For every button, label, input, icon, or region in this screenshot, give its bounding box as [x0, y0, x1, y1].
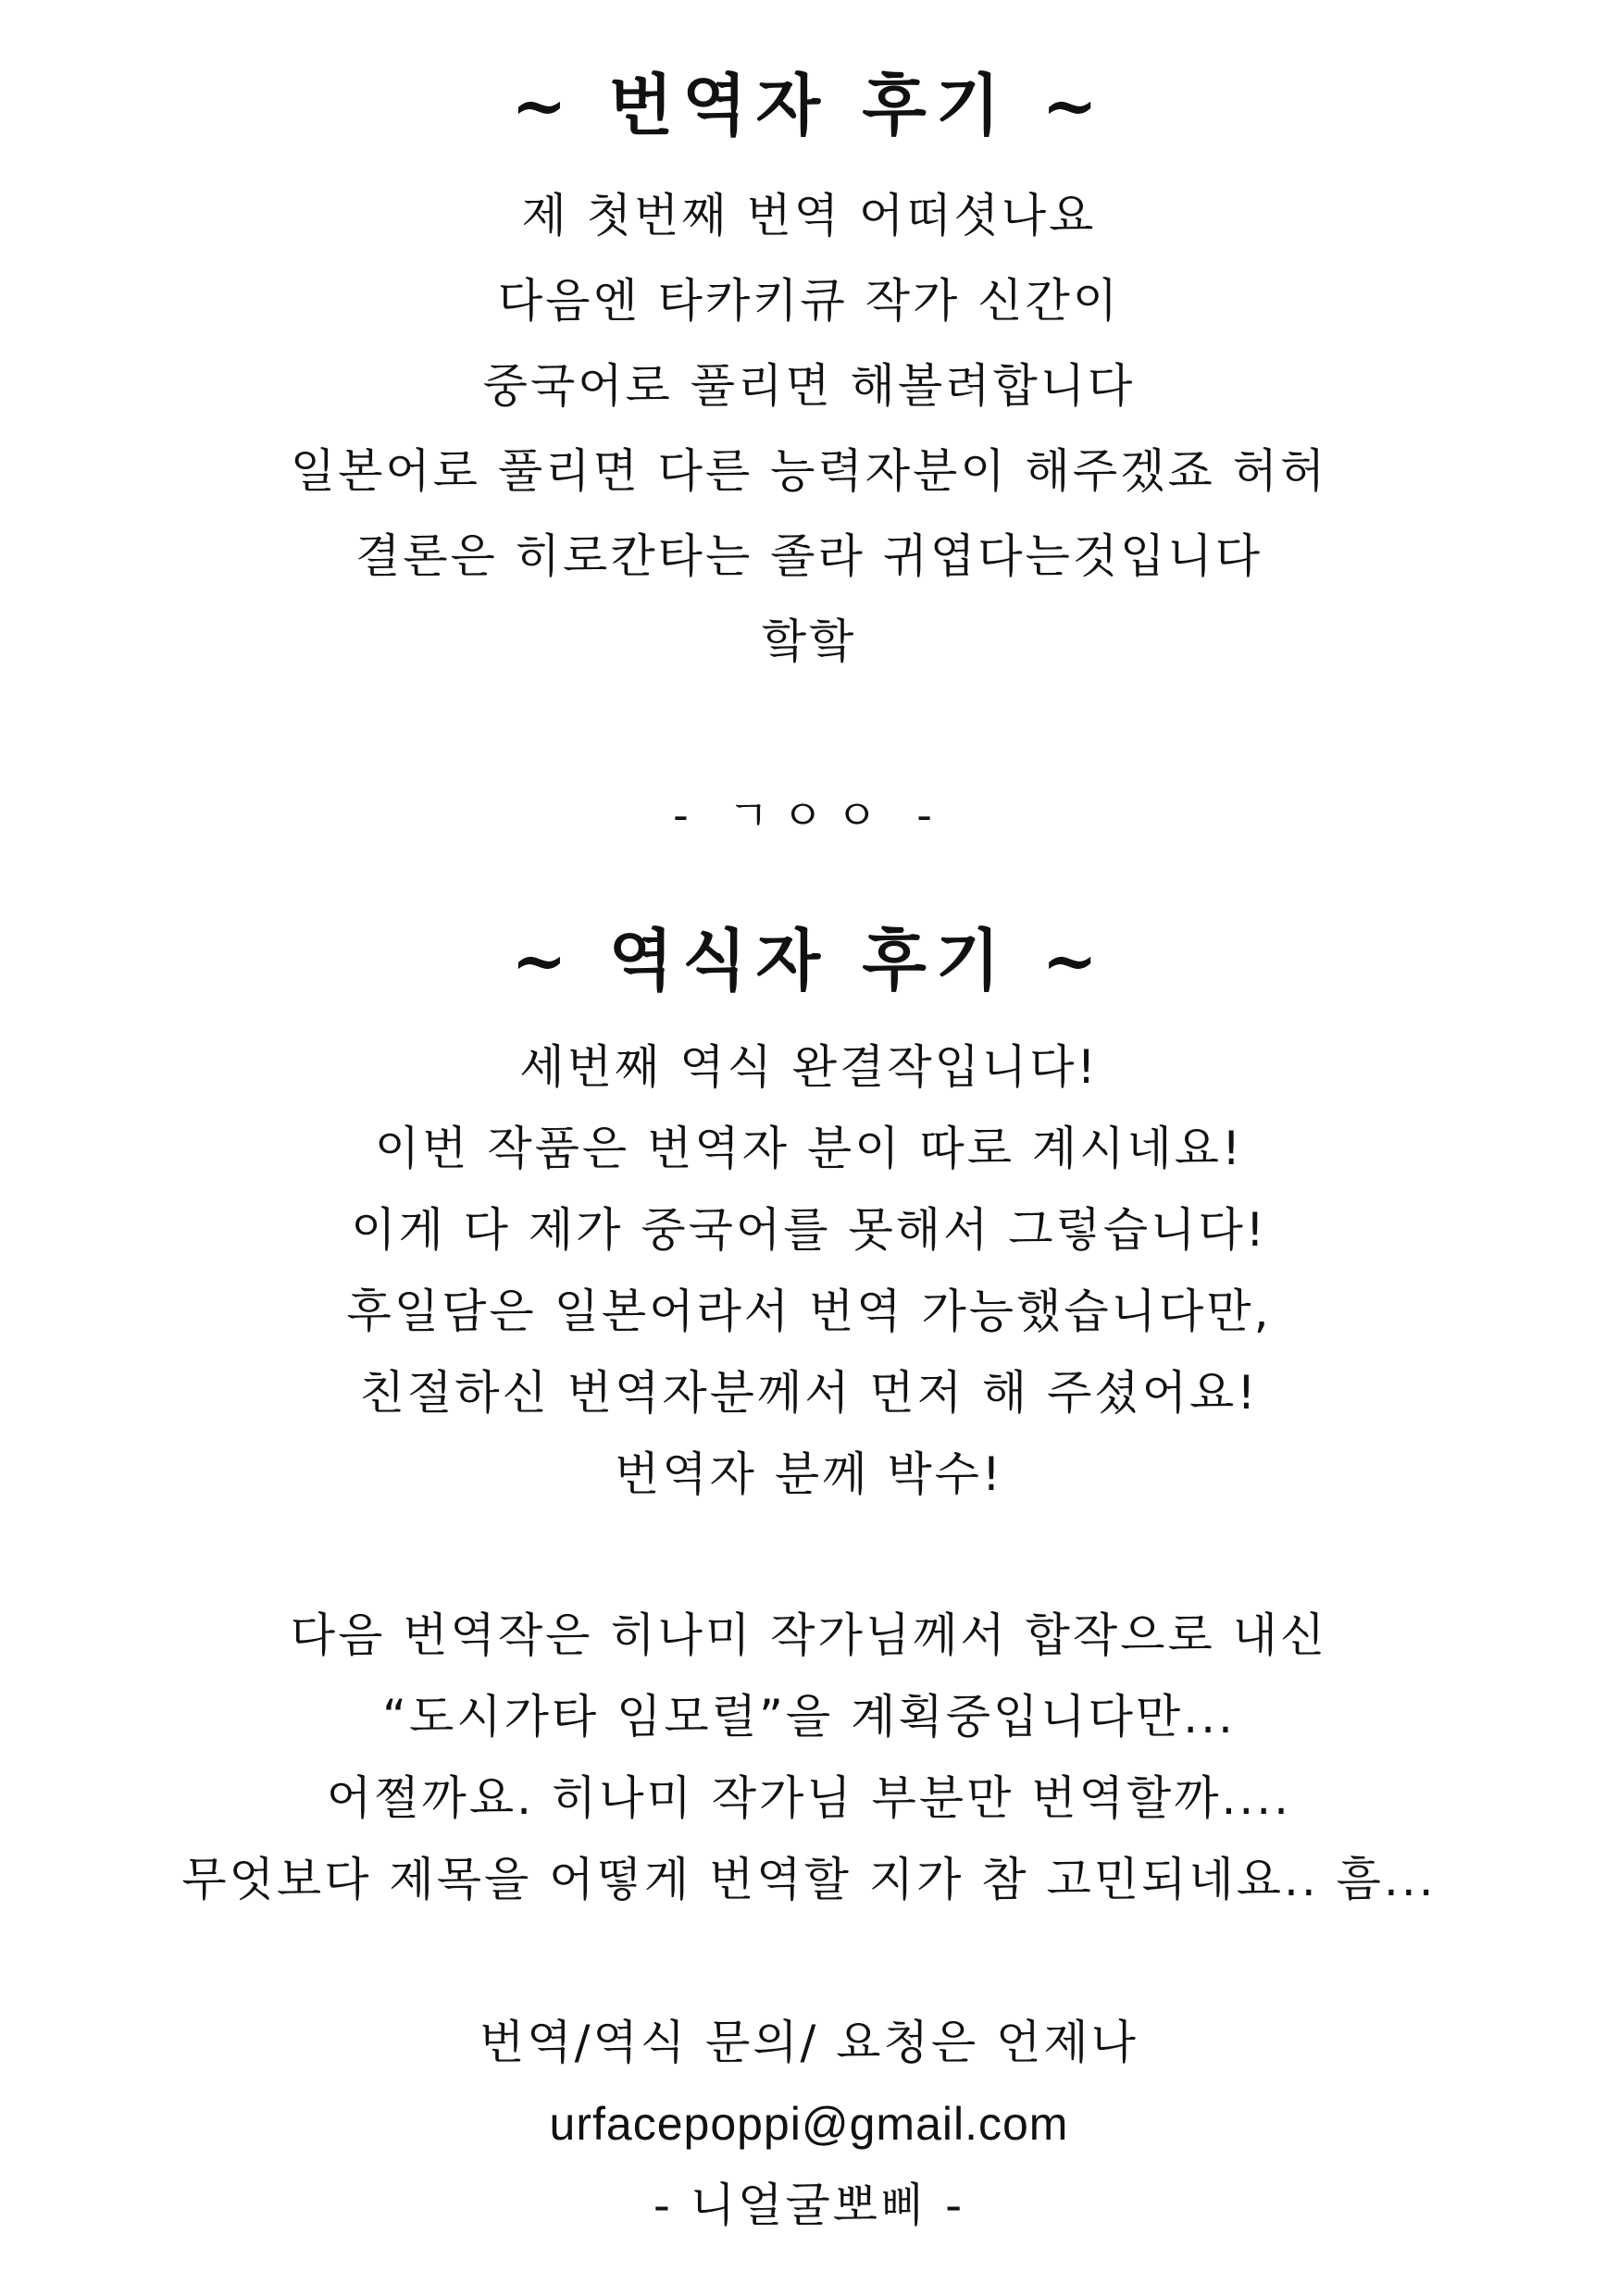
- typesetter-line: 번역자 분께 박수!: [615, 1447, 1003, 1501]
- translator-line: 중국어로 풀리면 해볼려합니다: [482, 359, 1136, 413]
- contact-line: 번역/역식 문의/ 요청은 언제나: [479, 2016, 1139, 2069]
- translator-line: 다음엔 타카키큐 작가 신간이: [497, 274, 1121, 328]
- translator-afterword-title: ~ 번역자 후기 ~: [511, 66, 1107, 144]
- typesetter-line: 이게 다 제가 중국어를 못해서 그렇습니다!: [351, 1203, 1267, 1257]
- typesetter-line: 이번 작품은 번역자 분이 따로 계시네요!: [374, 1122, 1244, 1175]
- typesetter-line: “도시가타 임모럴”을 계획중입니다만...: [382, 1690, 1236, 1744]
- translator-line: 일본어로 풀리면 다른 능력자분이 해주겠죠 허허: [290, 444, 1328, 498]
- section-divider: - ㄱㅇㅇ -: [673, 790, 945, 840]
- typesetter-line: 무엇보다 제목을 어떻게 번역할 지가 참 고민되네요.. 흠...: [181, 1853, 1437, 1906]
- translator-line: 핰핰: [761, 614, 857, 668]
- typesetter-afterword-title: ~ 역식자 후기 ~: [511, 921, 1107, 999]
- typesetter-line: 후일담은 일본어라서 번역 가능했습니다만,: [346, 1285, 1272, 1338]
- typesetter-line: 세번째 역식 완결작입니다!: [519, 1040, 1099, 1094]
- contact-email[interactable]: urfacepoppi@gmail.com: [549, 2098, 1069, 2150]
- translator-line: 결론은 히로칸타는 졸라 귀엽다는것입니다: [355, 529, 1263, 583]
- typesetter-line: 친절하신 번역자분께서 먼저 해 주셨어요!: [359, 1366, 1259, 1420]
- typesetter-line: 다음 번역작은 히나미 작가님께서 합작으로 내신: [290, 1608, 1328, 1662]
- translator-line: 제 첫번째 번역 어떠셧나요: [521, 189, 1097, 242]
- typesetter-line: 어쩔까요. 히나미 작가님 부분만 번역할까....: [326, 1771, 1292, 1825]
- signature: - 니얼굴뽀삐 -: [653, 2178, 965, 2232]
